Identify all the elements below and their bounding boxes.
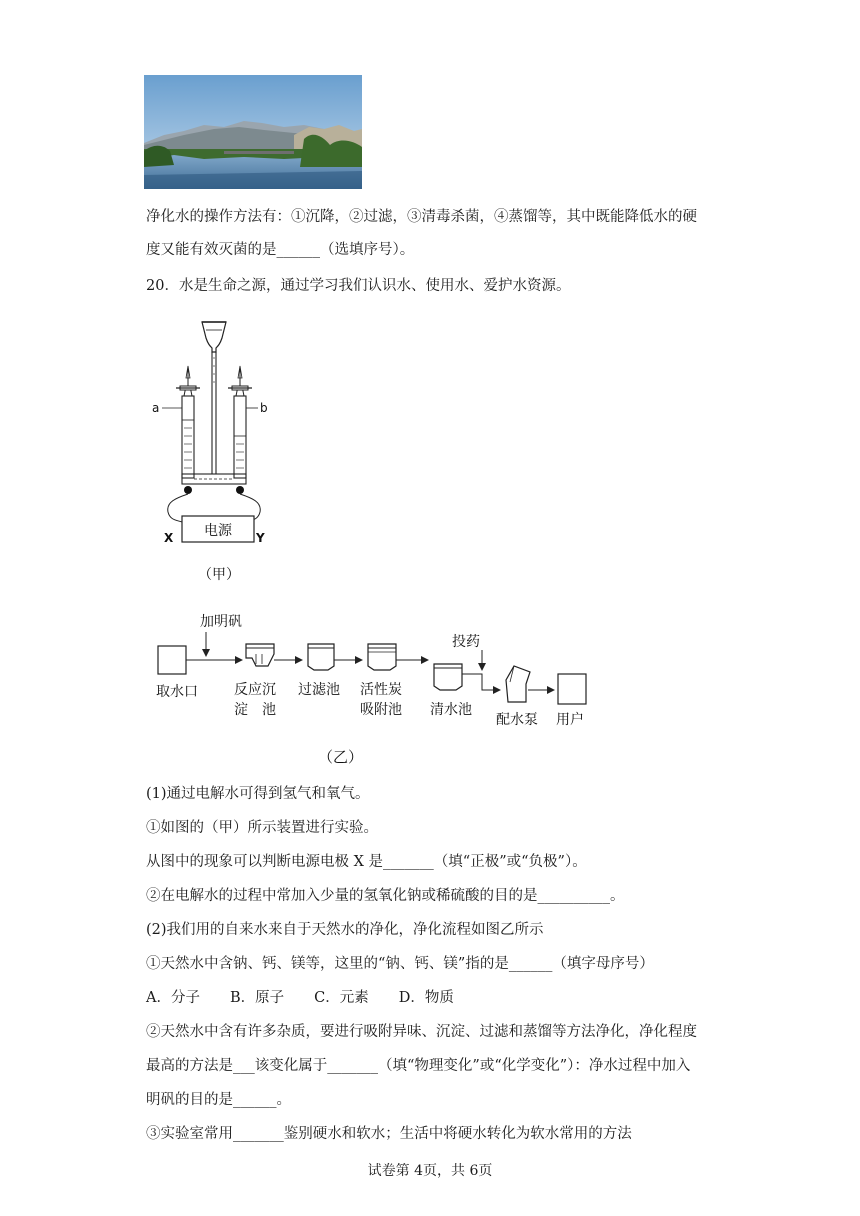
part2-item2-line3: 明矾的目的是______。 — [146, 1092, 291, 1108]
landscape-photo — [144, 75, 362, 189]
node-clear-water: 清水池 — [430, 702, 472, 718]
dose-label: 投药 — [452, 634, 480, 650]
node-carbon-2: 吸附池 — [360, 702, 402, 718]
alum-label: 加明矾 — [200, 614, 242, 630]
electrode-x-label: X — [164, 531, 174, 545]
part2-item2-line2: 最高的方法是___该变化属于_______（填“物理变化”或“化学变化”）：净水过程中加入 — [146, 1058, 691, 1074]
part2-item2-line1: ②天然水中含有许多杂质，要进行吸附异味、沉淀、过滤和蒸馏等方法净化，净化程度 — [146, 1024, 697, 1040]
electrolysis-apparatus-figure — [146, 316, 306, 586]
water-treatment-flow-figure — [150, 610, 610, 770]
node-sedimentation-1: 反应沉 — [234, 682, 276, 698]
option-d: D．物质 — [398, 990, 454, 1006]
option-a: A．分子 — [146, 990, 200, 1006]
node-user: 用户 — [556, 712, 584, 728]
node-carbon-1: 活性炭 — [360, 682, 402, 698]
node-pump: 配水泵 — [496, 712, 538, 728]
q19-text-line1: 净化水的操作方法有：①沉降，②过滤，③清毒杀菌，④蒸馏等，其中既能降低水的硬 — [146, 209, 697, 225]
user-box — [558, 674, 586, 704]
node-filter: 过滤池 — [298, 682, 340, 698]
part1-heading: (1)通过电解水可得到氢气和氧气。 — [146, 786, 370, 802]
tube-b-label: b — [260, 401, 268, 415]
page-footer: 试卷第 4页，共 6页 — [367, 1163, 493, 1179]
part2-item3: ③实验室常用_______鉴别硬水和软水；生活中将硬水转化为软水常用的方法 — [146, 1126, 632, 1142]
part1-question-electrode: 从图中的现象可以判断电源电极 X 是_______（填“正极”或“负极”）。 — [146, 854, 587, 870]
option-b: B．原子 — [229, 990, 285, 1006]
power-source-label: 电源 — [204, 523, 232, 539]
figure-yi-caption: （乙） — [318, 748, 364, 766]
tube-a-label: a — [152, 401, 160, 415]
part2-item1: ①天然水中含钠、钙、镁等，这里的“钠、钙、镁”指的是______（填字母序号） — [146, 956, 654, 972]
node-intake: 取水口 — [156, 684, 198, 700]
node-sedimentation-2: 淀 池 — [234, 702, 276, 718]
option-c: C．元素 — [314, 990, 369, 1006]
electrode-y-label: Y — [256, 531, 265, 545]
answer-options — [146, 988, 484, 1008]
part1-item1: ①如图的（甲）所示装置进行实验。 — [146, 820, 378, 836]
q19-text-line2: 度又能有效灭菌的是______（选填序号）。 — [146, 242, 415, 258]
sedimentation-tank — [246, 644, 274, 666]
part1-item2: ②在电解水的过程中常加入少量的氢氧化钠或稀硫酸的目的是__________。 — [146, 888, 625, 904]
intake-box — [158, 646, 186, 674]
distribution-pump — [506, 666, 530, 702]
figure-jia-caption: （甲） — [198, 567, 240, 583]
part2-heading: (2)我们用的自来水来自于天然水的净化，净化流程如图乙所示 — [146, 922, 544, 938]
q20-intro: 20．水是生命之源，通过学习我们认识水、使用水、爱护水资源。 — [146, 278, 571, 294]
